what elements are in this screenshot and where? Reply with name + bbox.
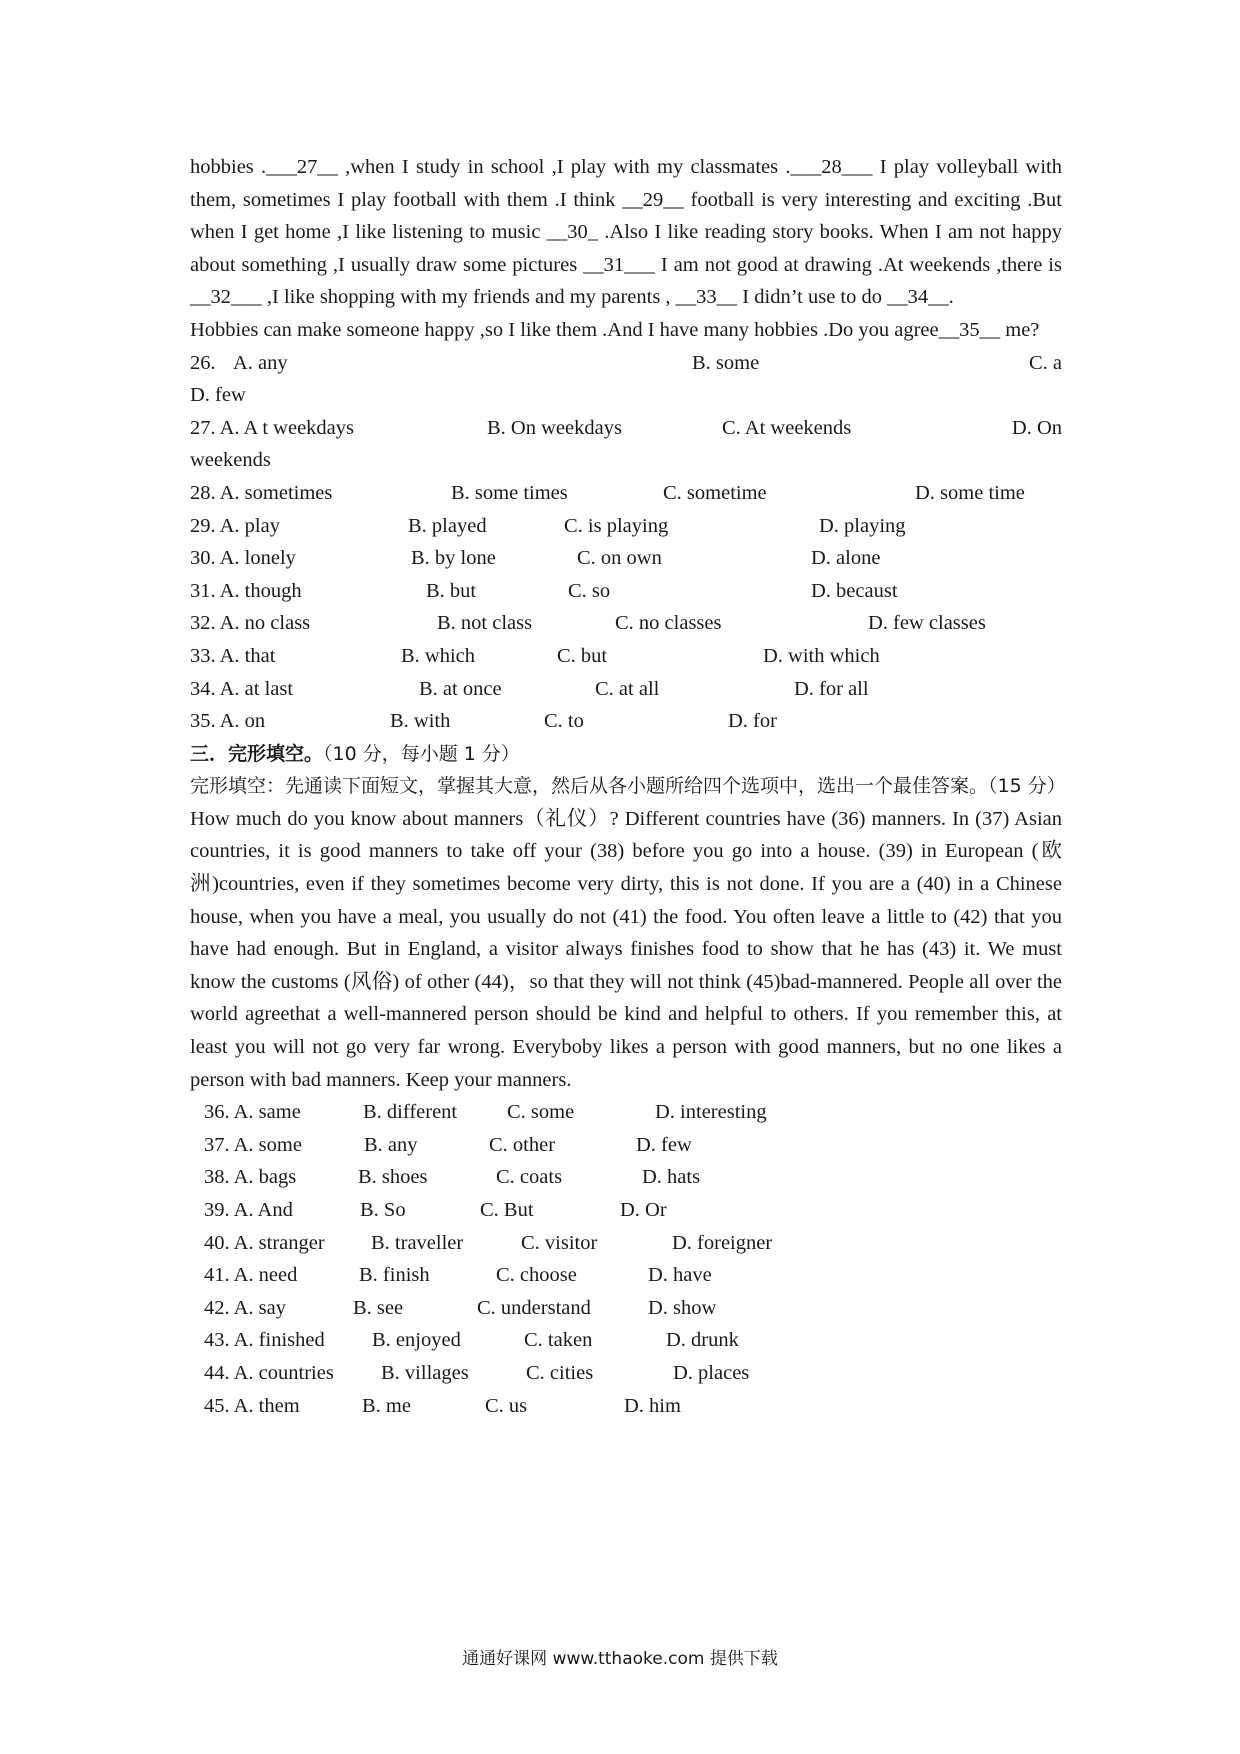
- option-b: B. at once: [419, 677, 502, 700]
- option-c: C. no classes: [615, 612, 722, 635]
- option-c: C. taken: [524, 1329, 593, 1352]
- question-43: [190, 1324, 1062, 1357]
- option-a: 41. A. need: [204, 1264, 298, 1287]
- option-b: B. played: [408, 514, 487, 537]
- option-a: 38. A. bags: [204, 1166, 297, 1189]
- question-26-continued: [190, 379, 1062, 412]
- option-c: C. cities: [526, 1361, 594, 1384]
- option-b: B. which: [401, 644, 476, 667]
- option-a: 42. A. say: [204, 1296, 286, 1319]
- option-b: B. any: [364, 1133, 418, 1156]
- option-b: B. On weekdays: [487, 416, 622, 439]
- question-45: [190, 1390, 1062, 1423]
- option-c: C. choose: [496, 1264, 577, 1287]
- question-40: [190, 1227, 1062, 1260]
- question-27-continued: [190, 444, 1062, 477]
- option-b: B. not class: [437, 612, 533, 635]
- option-c: C. is playing: [564, 514, 669, 537]
- option-a: 27. A. A t weekdays: [190, 416, 354, 439]
- option-d: D. few classes: [868, 612, 986, 635]
- option-d: D. few: [190, 384, 246, 407]
- passage-1: hobbies .___27__ ,when I study in school ,I play with my classmates .___28___ I play volleyball with them, sometimes I play football with them .I think __29__ football is very interesting and exciting .But when I get home ,I like listening to music __30_ .Also I like reading story books. When I am not happy about something ,I usually draw some pictures __31___ I am not good at drawing .At weekends ,there is __32___ ,I like shopping with my friends and my parents , __33__ I didn’t use to do __34__.: [190, 156, 1062, 309]
- passage-2: How much do you know about manners（礼仪）? Different countries have (36) manners. In (37) Asian countries, it is good manners to take off your (38) before you go into a house. (39) in European (欧洲)countries, even if they sometimes become very dirty, this is not done. If you are a (40) in a Chinese house, when you have a meal, you usually do not (41) the food. You often leave a little to (42) that you have had enough. But in England, a visitor always finishes food to show that he has (43) it. We must know the customs (风俗) of other (44)，so that they will not think (45)bad-mannered. People all over the world agreethat a well-mannered person should be kind and helpful to others. If you remember this, at least you will not go very far wrong. Everyboby likes a person with good manners, but no one likes a person with bad manners. Keep your manners.: [190, 807, 1062, 1091]
- option-a: 31. A. though: [190, 579, 302, 602]
- option-a: 43. A. finished: [204, 1329, 325, 1352]
- option-d: D. drunk: [666, 1329, 739, 1352]
- option-a: 32. A. no class: [190, 612, 311, 635]
- option-b: B. shoes: [358, 1166, 428, 1189]
- question-31: [190, 575, 1062, 608]
- question-39: [190, 1194, 1062, 1227]
- option-c: C. some: [507, 1101, 575, 1124]
- option-d: D. for all: [794, 677, 869, 700]
- option-a: A. any: [233, 351, 288, 374]
- option-d: D. him: [624, 1394, 681, 1417]
- question-44: [190, 1357, 1062, 1390]
- option-c: C. But: [480, 1199, 534, 1221]
- option-a: 35. A. on: [190, 710, 266, 733]
- section-3-heading: [190, 738, 1062, 771]
- option-b: B. see: [353, 1296, 404, 1319]
- option-d: D. some time: [915, 481, 1025, 504]
- option-c: C. but: [557, 644, 608, 667]
- option-a: 36. A. same: [204, 1101, 301, 1124]
- option-b: B. me: [362, 1394, 411, 1417]
- option-c: C. a: [1028, 351, 1062, 374]
- option-b: B. finish: [359, 1264, 430, 1287]
- question-29: [190, 510, 1062, 543]
- option-c: C. visitor: [521, 1231, 598, 1254]
- option-d: D. places: [673, 1361, 750, 1384]
- section-score-note: （10 分，每小题 1 分）: [323, 742, 520, 765]
- question-37: [190, 1129, 1062, 1162]
- question-42: [190, 1292, 1062, 1325]
- option-a: 28. A. sometimes: [190, 481, 333, 504]
- option-d: D. alone: [811, 547, 881, 570]
- option-d: D. have: [648, 1264, 712, 1287]
- option-c: C. on own: [577, 547, 662, 570]
- option-a: 29. A. play: [190, 514, 280, 537]
- section-3-instruction: 完形填空：先通读下面短文，掌握其大意，然后从各小题所给四个选项中，选出一个最佳答案。（15 分）: [190, 775, 1066, 798]
- question-number: 26.: [190, 351, 216, 374]
- question-28: [190, 477, 1062, 510]
- option-c: C. so: [568, 579, 611, 602]
- option-a: 33. A. that: [190, 644, 276, 667]
- question-26: [190, 347, 1062, 380]
- option-b: B. traveller: [371, 1231, 464, 1254]
- option-a: 37. A. some: [204, 1133, 302, 1156]
- option-c: C. other: [489, 1133, 556, 1156]
- option-b: B. different: [363, 1101, 458, 1124]
- option-d: D. Or: [620, 1199, 667, 1221]
- option-d: D. foreigner: [672, 1231, 773, 1254]
- option-d: D. with which: [763, 644, 880, 667]
- option-b: B. enjoyed: [372, 1329, 461, 1352]
- option-c: C. At weekends: [722, 416, 852, 439]
- option-b: B. some: [692, 351, 760, 374]
- option-d: D. interesting: [655, 1101, 767, 1124]
- option-a: 44. A. countries: [204, 1361, 334, 1384]
- page-footer: 通通好课网 www.tthaoke.com 提供下载: [462, 1649, 778, 1669]
- option-a: 30. A. lonely: [190, 547, 296, 570]
- option-c: C. sometime: [663, 481, 767, 504]
- option-d: D. for: [728, 710, 777, 733]
- option-b: B. some times: [451, 481, 568, 504]
- option-b: B. with: [390, 710, 451, 733]
- page-content: [190, 151, 1066, 1422]
- question-34: [190, 673, 1062, 706]
- option-c: C. to: [544, 710, 584, 733]
- question-30: [190, 542, 1062, 575]
- option-d-continued: weekends: [190, 449, 271, 472]
- passage-1-closing: Hobbies can make someone happy ,so I like them .And I have many hobbies .Do you agree__35__ me?: [190, 318, 1040, 341]
- option-a: 34. A. at last: [190, 677, 294, 700]
- option-c: C. us: [485, 1394, 528, 1417]
- option-b: B. by lone: [411, 547, 496, 570]
- option-a: 45. A. them: [204, 1394, 300, 1417]
- option-c: C. at all: [595, 677, 660, 700]
- question-38: [190, 1161, 1062, 1194]
- question-35: [190, 705, 1062, 738]
- option-c: C. understand: [477, 1296, 591, 1319]
- option-d: D. On: [1011, 416, 1062, 439]
- option-d: D. playing: [819, 514, 906, 537]
- option-b: B. So: [360, 1199, 406, 1221]
- question-27: [190, 412, 1062, 445]
- option-d: D. becaust: [811, 579, 898, 602]
- option-a: 39. A. And: [204, 1199, 293, 1221]
- option-c: C. coats: [496, 1166, 563, 1189]
- question-32: [190, 607, 1062, 640]
- option-d: D. hats: [642, 1166, 701, 1189]
- question-33: [190, 640, 1062, 673]
- question-41: [190, 1259, 1062, 1292]
- option-a: 40. A. stranger: [204, 1231, 325, 1254]
- option-d: D. few: [636, 1133, 692, 1156]
- section-title: 三．完形填空。: [190, 742, 324, 765]
- option-b: B. villages: [381, 1361, 469, 1384]
- option-b: B. but: [426, 579, 477, 602]
- option-d: D. show: [648, 1296, 717, 1319]
- question-36: [190, 1096, 1062, 1129]
